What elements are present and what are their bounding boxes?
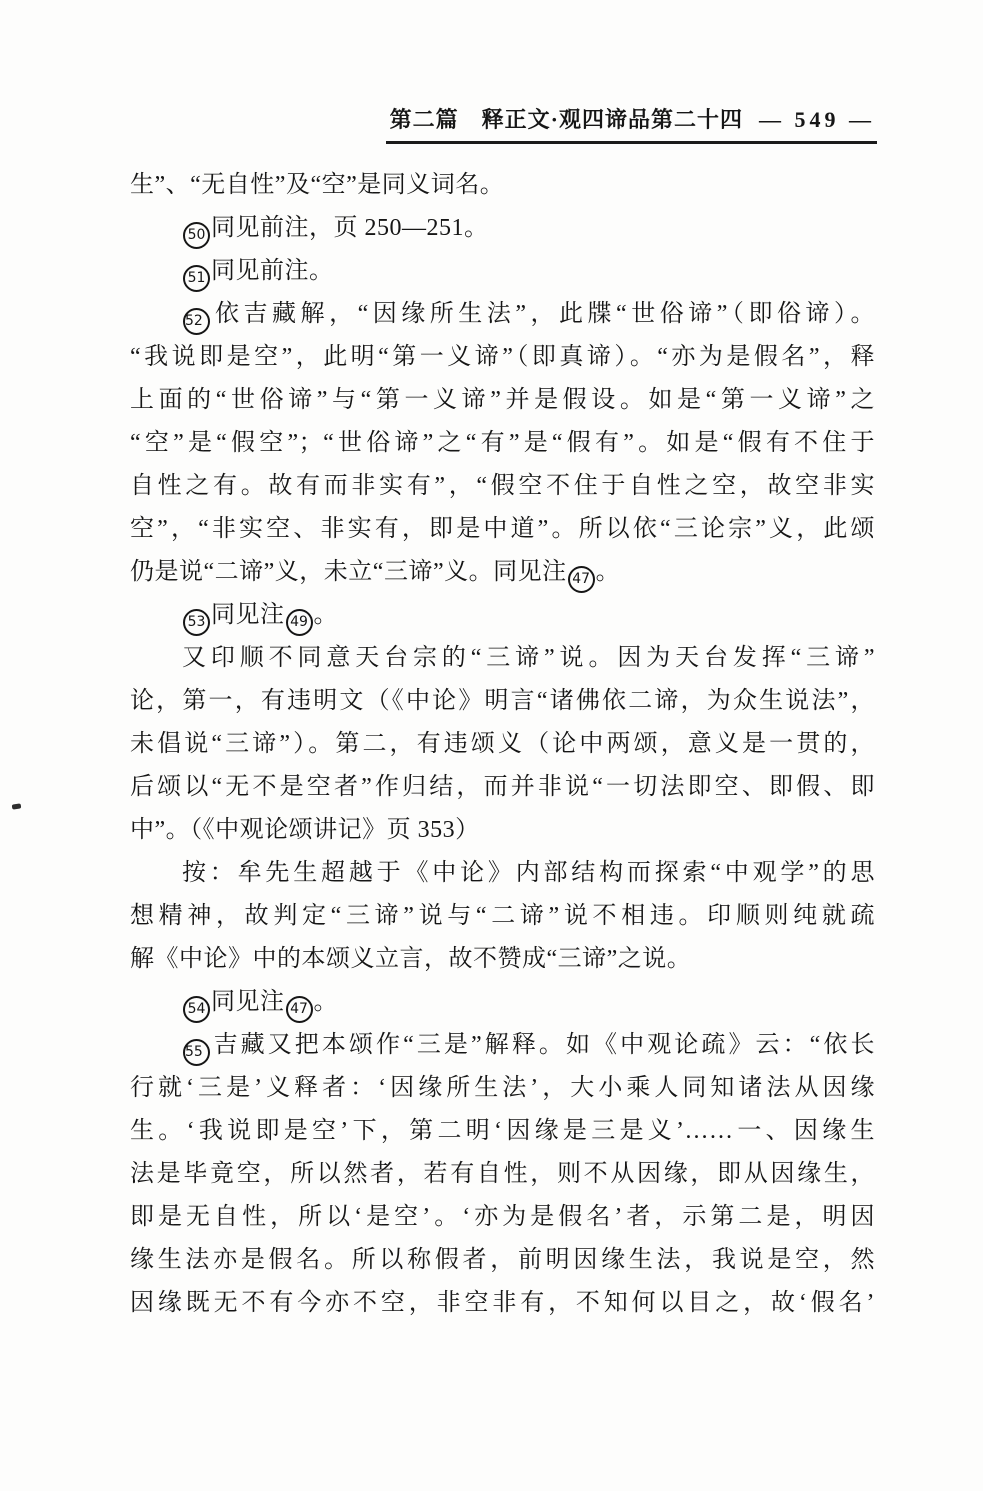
text-run: 同见前注。	[211, 258, 334, 284]
circled-note-number: 55	[183, 1039, 210, 1066]
text-run: 依吉藏解，“因缘所生法”，此牒“世俗谛”（即俗谛）。	[211, 301, 875, 327]
text-line	[130, 766, 875, 809]
text-run: 同见注	[211, 989, 285, 1015]
text-run: 想精神，故判定“三谛”说与“二谛”说不相违。印顺则纯就疏	[130, 903, 875, 929]
text-line	[130, 680, 875, 723]
text-line	[130, 207, 875, 250]
text-line	[130, 895, 875, 938]
circled-note-number: 51	[183, 265, 210, 292]
text-run: 。	[595, 559, 621, 585]
text-run: 即是无自性，所以‘是空’。‘亦为是假名’者，示第二是，明因	[130, 1204, 875, 1230]
circled-note-number: 49	[286, 609, 313, 636]
text-line	[130, 164, 875, 207]
text-run: 同见注	[211, 602, 285, 628]
text-line	[130, 1196, 875, 1239]
text-line	[130, 1110, 875, 1153]
text-line	[130, 1153, 875, 1196]
body-text	[130, 164, 875, 1325]
text-run: 后颂以“无不是空者”作归结，而并非说“一切法即空、即假、即	[130, 774, 875, 800]
text-run: 。	[313, 602, 338, 628]
circled-note-number: 47	[286, 996, 313, 1023]
circled-note-number: 52	[183, 308, 210, 335]
text-line	[130, 336, 875, 379]
text-run: 未倡说“三谛”）。第二，有违颂义（论中两颂，意义是一贯的，	[130, 731, 875, 757]
text-line	[130, 1239, 875, 1282]
text-run: 同见前注，页 250—251。	[211, 215, 489, 241]
text-line	[130, 465, 875, 508]
text-line	[130, 293, 875, 336]
text-run: 论，第一，有违明文（《中论》明言“诸佛依二谛，为众生说法”，	[130, 688, 875, 714]
text-run: 中”。（《中观论颂讲记》页 353）	[130, 817, 480, 843]
circled-note-number: 53	[183, 609, 210, 636]
text-line	[130, 981, 875, 1024]
text-run: 按：牟先生超越于《中论》内部结构而探索“中观学”的思	[182, 860, 875, 886]
text-run: 空”，“非实空、非实有，即是中道”。所以依“三论宗”义，此颂	[130, 516, 875, 542]
text-line	[130, 1067, 875, 1110]
text-line	[130, 938, 875, 981]
text-run: 法是毕竟空，所以然者，若有自性，则不从因缘，即从因缘生，	[130, 1161, 875, 1187]
circled-note-number: 50	[183, 222, 210, 249]
text-run: “我说即是空”，此明“第一义谛”（即真谛）。“亦为是假名”，释	[130, 344, 875, 370]
text-run: 吉藏又把本颂作“三是”解释。如《中观论疏》云：“依长	[211, 1032, 875, 1058]
text-run: 缘生法亦是假名。所以称假者，前明因缘生法，我说是空，然	[130, 1247, 875, 1273]
text-line	[130, 852, 875, 895]
text-line	[130, 1282, 875, 1325]
text-line	[130, 723, 875, 766]
text-run: 又印顺不同意天台宗的“三谛”说。因为天台发挥“三谛”	[182, 645, 875, 671]
text-line	[130, 508, 875, 551]
circled-note-number: 54	[183, 996, 210, 1023]
header-title: 第二篇 释正文·观四谛品第二十四	[389, 107, 743, 132]
text-line	[130, 637, 875, 680]
text-run: 自性之有。故有而非实有”，“假空不住于自性之空，故空非实	[130, 473, 875, 499]
text-line	[130, 551, 875, 594]
text-run: 仍是说“二谛”义，未立“三谛”义。同见注	[130, 559, 567, 585]
text-run: 生”、“无自性”及“空”是同义词名。	[130, 172, 505, 198]
text-line	[130, 809, 875, 852]
text-line	[130, 379, 875, 422]
text-run: 因缘既无不有今亦不空，非空非有，不知何以目之，故‘假名’	[130, 1290, 875, 1316]
text-run: “空”是“假空”；“世俗谛”之“有”是“假有”。如是“假有不住于	[130, 430, 875, 456]
text-line	[130, 422, 875, 465]
circled-note-number: 47	[568, 566, 595, 593]
text-run: 生。‘我说即是空’下，第二明‘因缘是三是义’……一、因缘生	[130, 1118, 875, 1144]
text-line	[130, 250, 875, 293]
text-run: 上面的“世俗谛”与“第一义谛”并是假设。如是“第一义谛”之	[130, 387, 875, 413]
text-run: 。	[313, 989, 338, 1015]
text-run: 解《中论》中的本颂义立言，故不赞成“三谛”之说。	[130, 946, 692, 972]
text-line	[130, 594, 875, 637]
scan-speck	[12, 803, 22, 809]
header-page-number: — 549 —	[759, 107, 875, 132]
text-line	[130, 1024, 875, 1067]
running-header	[386, 103, 877, 144]
text-run: 行就‘三是’义释者：‘因缘所生法’，大小乘人同知诸法从因缘	[130, 1075, 875, 1101]
